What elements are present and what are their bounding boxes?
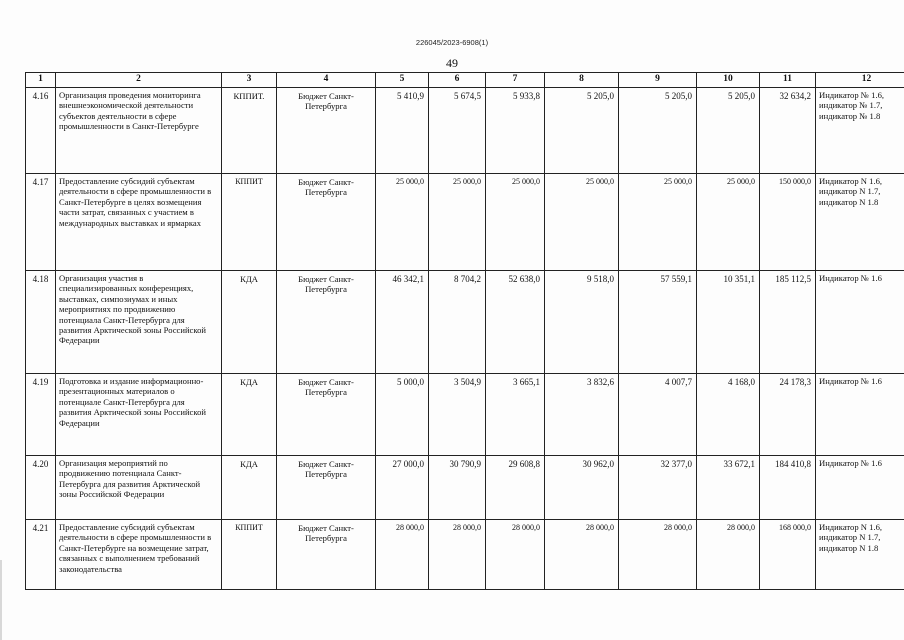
indicator: Индикатор № 1.6 [816, 456, 904, 520]
indicator: Индикатор № 1.6 [816, 271, 904, 374]
page-number: 49 [446, 56, 458, 70]
row-number: 4.17 [26, 174, 56, 271]
value-col-8: 3 832,6 [545, 374, 619, 456]
value-col-5: 28 000,0 [376, 520, 429, 590]
activity-name: Подготовка и издание информационно-презентационных материалов о потенциале Санкт-Петербурга для развития Арктической зоны Российской Федерации [56, 374, 222, 456]
indicator: Индикатор N 1.6, индикатор N 1.7, индикатор N 1.8 [816, 174, 904, 271]
value-col-10: 28 000,0 [697, 520, 760, 590]
table-row [26, 374, 904, 456]
value-col-10: 10 351,1 [697, 271, 760, 374]
value-col-6: 28 000,0 [429, 520, 486, 590]
value-col-8: 9 518,0 [545, 271, 619, 374]
table-row [26, 456, 904, 520]
value-col-5: 25 000,0 [376, 174, 429, 271]
table-header-row [26, 73, 904, 88]
row-number: 4.21 [26, 520, 56, 590]
column-header: 6 [429, 73, 486, 88]
funding-source: Бюджет Санкт-Петербурга [277, 374, 376, 456]
value-col-5: 5 000,0 [376, 374, 429, 456]
value-col-7: 3 665,1 [486, 374, 545, 456]
table-row [26, 88, 904, 174]
indicator: Индикатор № 1.6 [816, 374, 904, 456]
program-table [25, 72, 904, 590]
scan-edge-mark [0, 560, 2, 640]
activity-name: Предоставление субсидий субъектам деятельности в сфере промышленности в Санкт-Петербурге в целях возмещения части затрат, связанных с участием в международных выставках и ярмарках [56, 174, 222, 271]
value-col-11: 185 112,5 [760, 271, 816, 374]
value-col-11: 150 000,0 [760, 174, 816, 271]
row-number: 4.20 [26, 456, 56, 520]
activity-name: Предоставление субсидий субъектам деятельности в сфере промышленности в Санкт-Петербурге на возмещение затрат, связанных с выполнением требований законодательства [56, 520, 222, 590]
value-col-9: 28 000,0 [619, 520, 697, 590]
value-col-11: 168 000,0 [760, 520, 816, 590]
value-col-5: 46 342,1 [376, 271, 429, 374]
column-header: 5 [376, 73, 429, 88]
activity-name: Организация проведения мониторинга внешнеэкономической деятельности субъектов деятельности в сфере промышленности в Санкт-Петербурге [56, 88, 222, 174]
row-number: 4.16 [26, 88, 56, 174]
column-header: 11 [760, 73, 816, 88]
value-col-9: 4 007,7 [619, 374, 697, 456]
value-col-9: 57 559,1 [619, 271, 697, 374]
column-header: 4 [277, 73, 376, 88]
value-col-5: 27 000,0 [376, 456, 429, 520]
row-number: 4.18 [26, 271, 56, 374]
value-col-6: 5 674,5 [429, 88, 486, 174]
executor: КППИТ [222, 174, 277, 271]
value-col-5: 5 410,9 [376, 88, 429, 174]
value-col-8: 30 962,0 [545, 456, 619, 520]
column-header: 10 [697, 73, 760, 88]
column-header: 2 [56, 73, 222, 88]
indicator: Индикатор № 1.6, индикатор № 1.7, индикатор № 1.8 [816, 88, 904, 174]
executor: КДА [222, 271, 277, 374]
value-col-9: 25 000,0 [619, 174, 697, 271]
table-row [26, 520, 904, 590]
column-header: 7 [486, 73, 545, 88]
value-col-7: 25 000,0 [486, 174, 545, 271]
value-col-7: 29 608,8 [486, 456, 545, 520]
executor: КДА [222, 374, 277, 456]
value-col-6: 3 504,9 [429, 374, 486, 456]
value-col-8: 28 000,0 [545, 520, 619, 590]
column-header: 3 [222, 73, 277, 88]
indicator: Индикатор N 1.6, индикатор N 1.7, индикатор N 1.8 [816, 520, 904, 590]
value-col-6: 25 000,0 [429, 174, 486, 271]
value-col-7: 28 000,0 [486, 520, 545, 590]
funding-source: Бюджет Санкт-Петербурга [277, 174, 376, 271]
table-row [26, 271, 904, 374]
value-col-10: 25 000,0 [697, 174, 760, 271]
value-col-11: 32 634,2 [760, 88, 816, 174]
value-col-10: 4 168,0 [697, 374, 760, 456]
value-col-9: 32 377,0 [619, 456, 697, 520]
value-col-10: 33 672,1 [697, 456, 760, 520]
activity-name: Организация участия в специализированных конференциях, выставках, симпозиумах и иных мероприятиях по продвижению потенциала Санкт-Петербурга для развития Арктической зоны Российской Федерации [56, 271, 222, 374]
funding-source: Бюджет Санкт-Петербурга [277, 520, 376, 590]
activity-name: Организация мероприятий по продвижению потенциала Санкт-Петербурга для развития Арктической зоны Российской Федерации [56, 456, 222, 520]
executor: КППИТ [222, 520, 277, 590]
column-header: 12 [816, 73, 904, 88]
executor: КДА [222, 456, 277, 520]
value-col-8: 25 000,0 [545, 174, 619, 271]
value-col-9: 5 205,0 [619, 88, 697, 174]
column-header: 8 [545, 73, 619, 88]
value-col-6: 30 790,9 [429, 456, 486, 520]
value-col-10: 5 205,0 [697, 88, 760, 174]
value-col-11: 184 410,8 [760, 456, 816, 520]
value-col-11: 24 178,3 [760, 374, 816, 456]
funding-source: Бюджет Санкт-Петербурга [277, 88, 376, 174]
value-col-7: 5 933,8 [486, 88, 545, 174]
value-col-6: 8 704,2 [429, 271, 486, 374]
value-col-7: 52 638,0 [486, 271, 545, 374]
table-row [26, 174, 904, 271]
column-header: 9 [619, 73, 697, 88]
column-header: 1 [26, 73, 56, 88]
document-id: 226045/2023-6908(1) [415, 38, 489, 47]
executor: КППИТ. [222, 88, 277, 174]
row-number: 4.19 [26, 374, 56, 456]
value-col-8: 5 205,0 [545, 88, 619, 174]
funding-source: Бюджет Санкт-Петербурга [277, 456, 376, 520]
funding-source: Бюджет Санкт-Петербурга [277, 271, 376, 374]
